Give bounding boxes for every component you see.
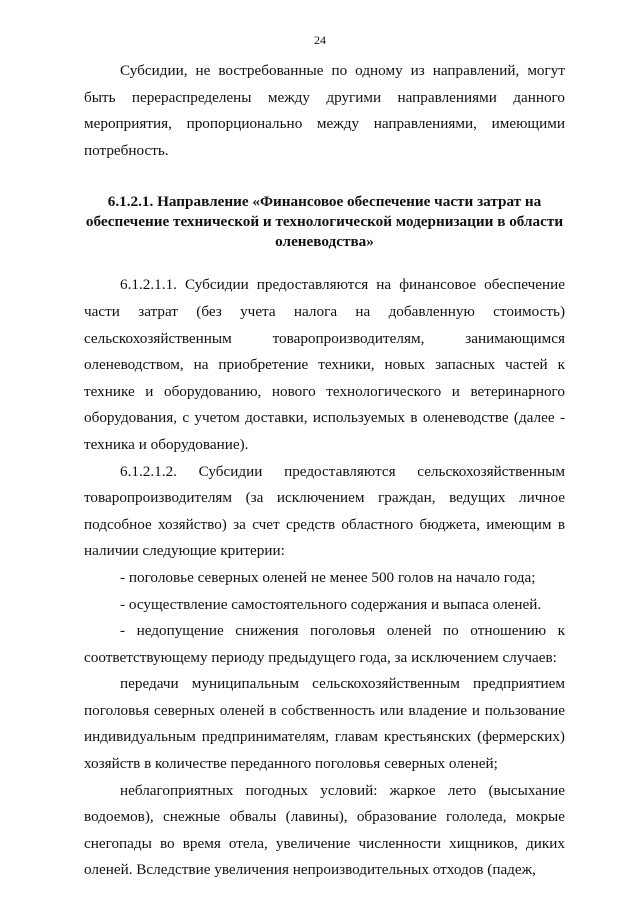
- page-number: 24: [314, 33, 326, 47]
- section-heading: 6.1.2.1. Направление «Финансовое обеспечение части затрат на обеспечение технической и технологической модернизации в области оленеводства»: [85, 193, 564, 251]
- criterion-herd-size: - поголовье северных оленей не менее 500 голов на начало года;: [120, 568, 536, 586]
- intro-paragraph: Субсидии, не востребованные по одному из направлений, могут быть перераспределены между другими направлениями данного мероприятия, пропорционально между направлениями, имеющими потребность.: [84, 62, 565, 159]
- document-body: [84, 58, 565, 884]
- criterion-no-herd-decrease: - недопущение снижения поголовья оленей по отношению к соответствующему периоду предыдущего года, за исключением случаев:: [84, 622, 565, 666]
- paragraph-subsidy-purpose: 6.1.2.1.1. Субсидии предоставляются на финансовое обеспечение части затрат (без учета налога на добавленную стоимость) сельскохозяйственным товаропроизводителям, занимающимся оленеводством, на приобретение техники, новых запасных частей к технике и оборудованию, нового технологического и ветеринарного оборудования, с учетом доставки, используемых в оленеводстве (далее - техника и оборудование).: [84, 276, 565, 453]
- paragraph-subsidy-criteria: 6.1.2.1.2. Субсидии предоставляются сельскохозяйственным товаропроизводителям (за исключением граждан, ведущих личное подсобное хозяйство) за счет средств областного бюджета, имеющим в наличии следующие критерии:: [84, 462, 565, 560]
- exception-transfer: передачи муниципальным сельскохозяйственным предприятием поголовья северных оленей в собственность или владение и пользование индивидуальным предпринимателям, главам крестьянских (фермерских) хозяйств в количестве переданного поголовья северных оленей;: [84, 675, 565, 773]
- exception-weather: неблагоприятных погодных условий: жаркое лето (высыхание водоемов), снежные обвалы (лавины), образование гололеда, мокрые снегопады во время отела, увеличение численности хищников, диких оленей. Вследствие увеличения непроизводительных отходов (падеж,: [84, 781, 565, 879]
- criterion-self-grazing: - осуществление самостоятельного содержания и выпаса оленей.: [120, 595, 542, 613]
